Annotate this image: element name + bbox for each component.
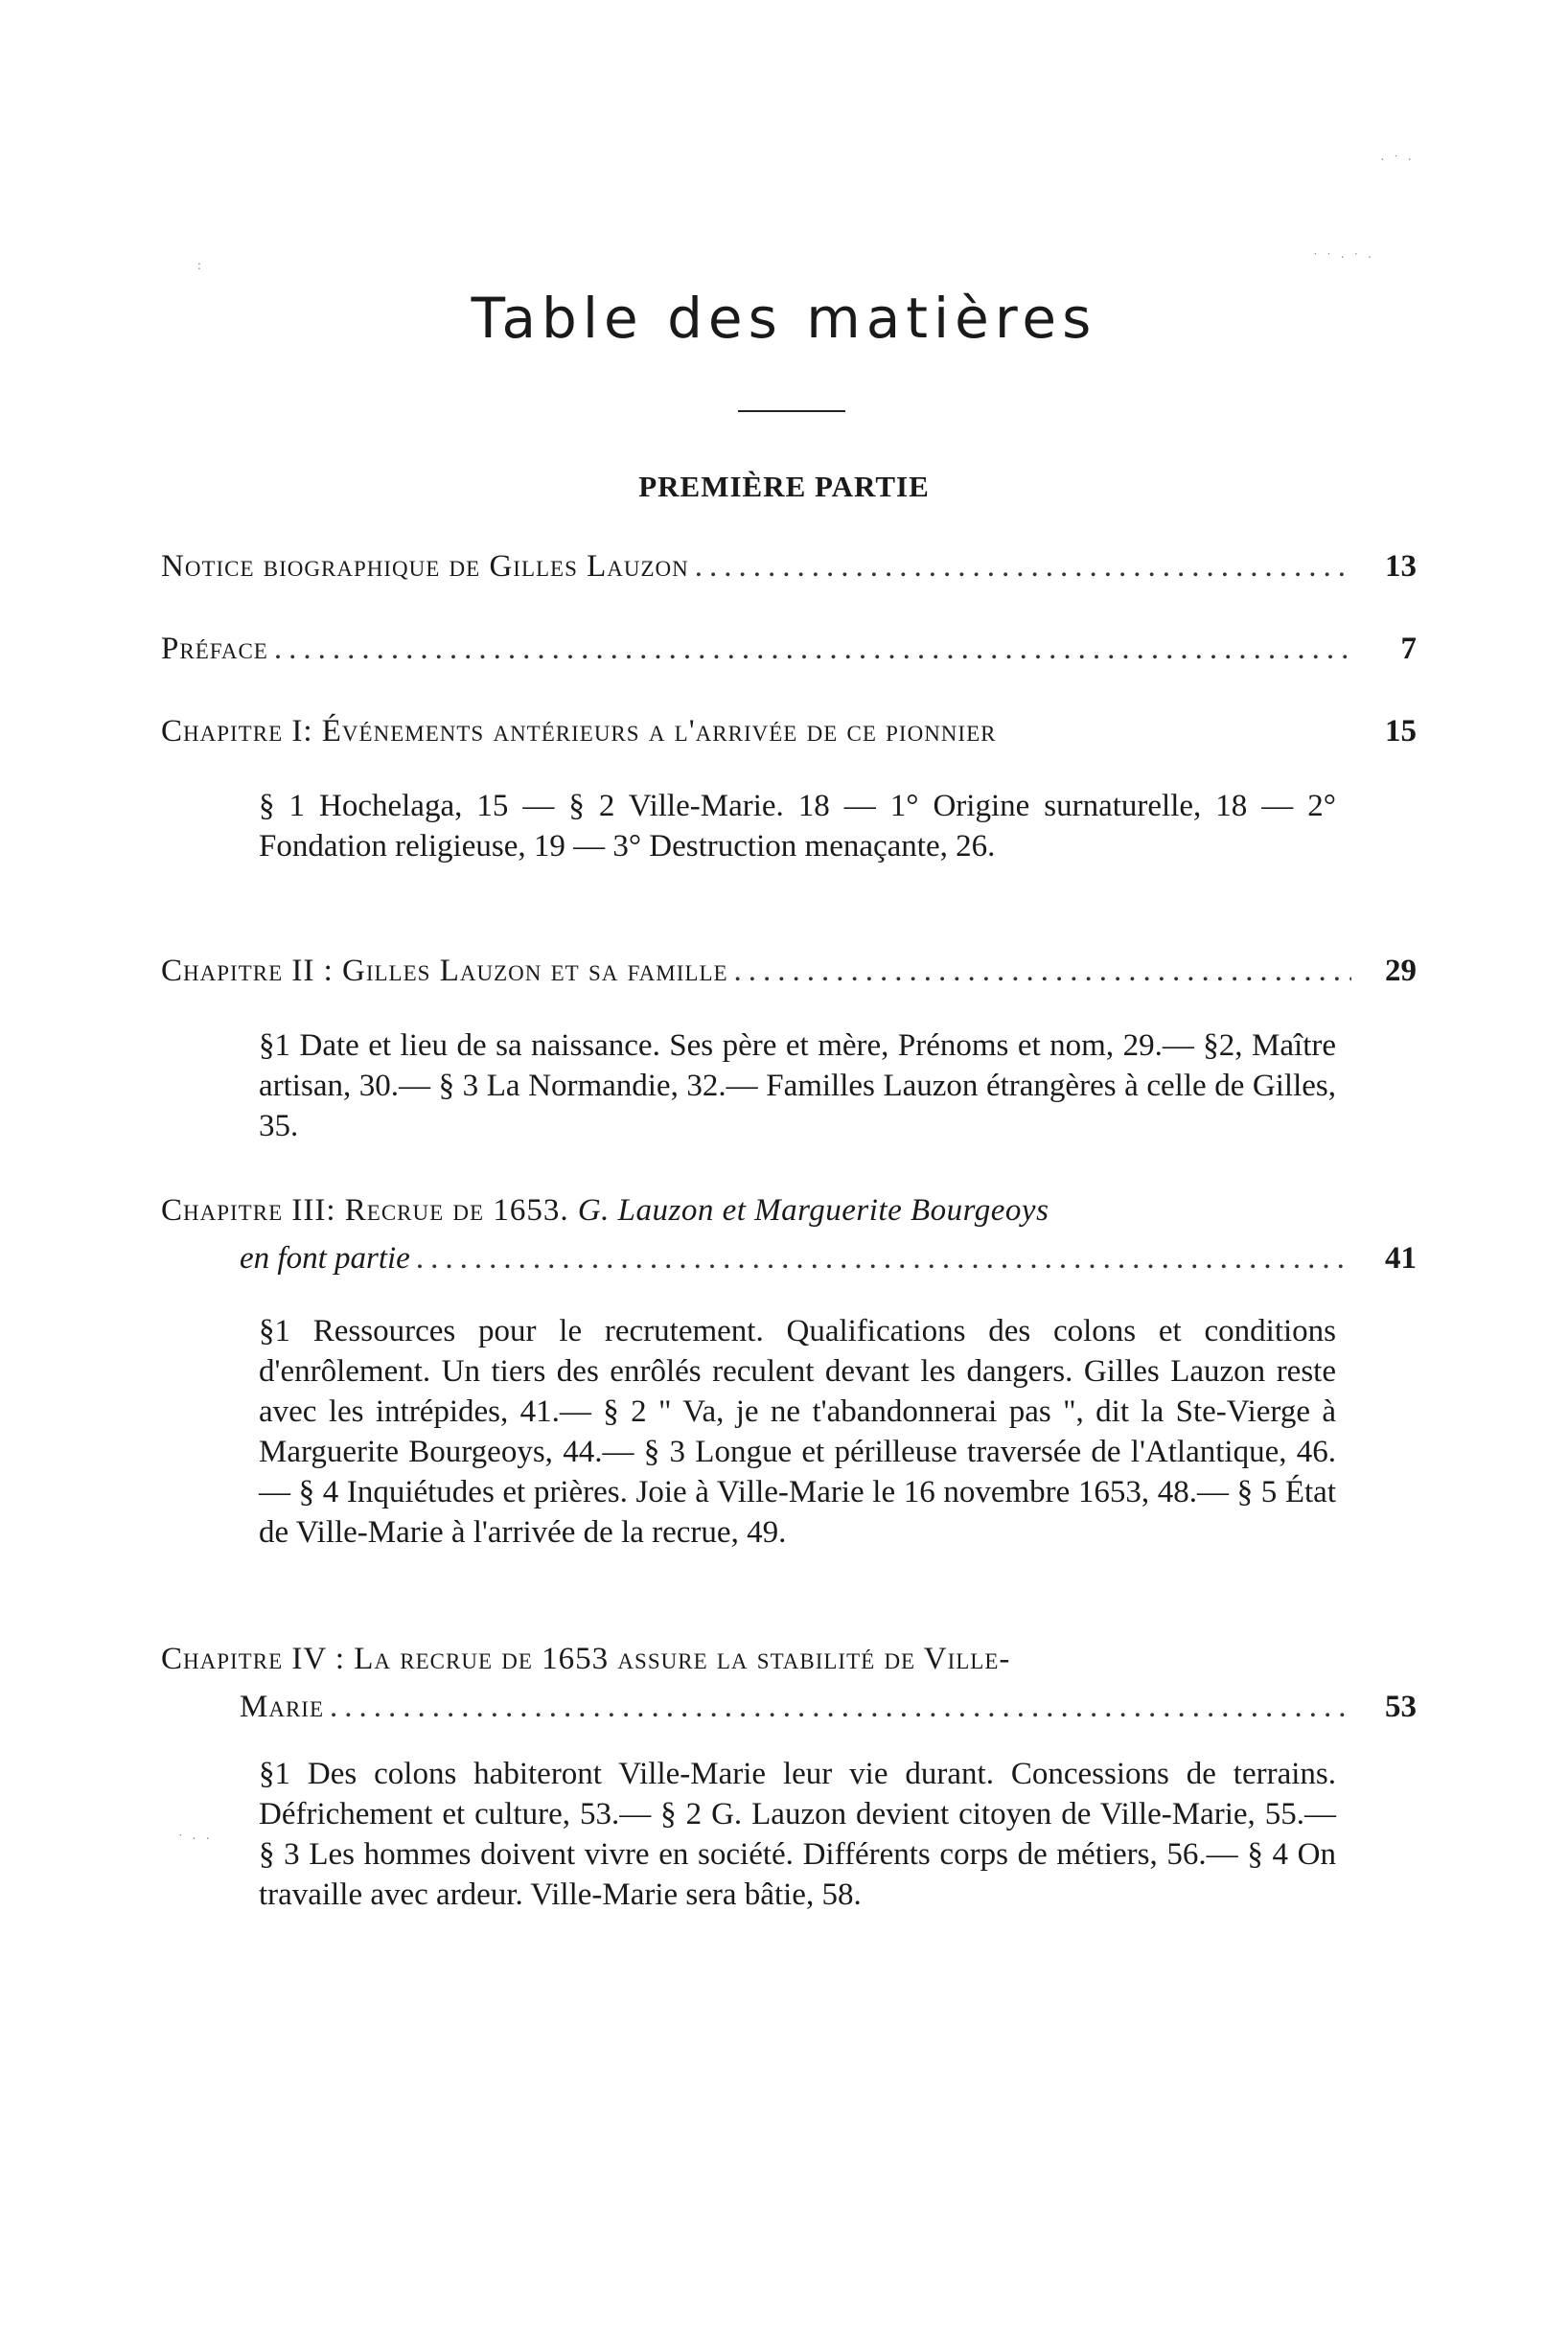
part-heading: PREMIÈRE PARTIE [638, 470, 930, 503]
scan-speck: : [197, 259, 204, 273]
scan-speck: · ˙ · [1380, 153, 1415, 168]
toc-page-number: 13 [1385, 549, 1417, 584]
toc-page-number: 15 [1385, 714, 1417, 748]
toc-entry-chapter-2[interactable] [161, 947, 1417, 995]
toc-entry-chapter-1[interactable] [161, 707, 1417, 755]
toc-entry-label-italic: G. Lauzon et Marguerite Bourgeoys [577, 1193, 1049, 1228]
toc-entry-notice[interactable] [161, 542, 1417, 590]
leader-dots [330, 1683, 1351, 1731]
toc-entry-label: Préface [161, 632, 268, 666]
chapter-2-summary: §1 Date et lieu de sa naissance. Ses père et mère, Prénoms et nom, 29.— §2, Maître artisan, 30.— § 3 La Normandie, 32.— Familles Lauzon étrangères à celle de Gilles, 35. [259, 1028, 1336, 1143]
toc-page-number: 41 [1385, 1241, 1417, 1276]
toc-entry-chapter-3[interactable] [161, 1186, 1417, 1282]
toc-entry-label: Chapitre II : Gilles Lauzon et sa famille [161, 954, 728, 988]
toc-entry-label-cont: en font partie [240, 1241, 410, 1276]
toc-entry-label [161, 1186, 1049, 1234]
scan-speck: ˙ ˙ · ˙ · [1313, 251, 1375, 265]
title-divider [738, 410, 845, 412]
chapter-3-summary: §1 Ressources pour le recrutement. Qualifications des colons et conditions d'enrôlement. Un tiers des enrôlés reculent devant les dangers. Gilles Lauzon reste avec les intrépides, 41.— § 2 " Va, je ne t'abandonnerai pas ", dit la Ste-Vierge à Marguerite Bourgeoys, 44.— § 3 Longue et périlleuse traversée de l'Atlantique, 46.— § 4 Inquiétudes et prières. Joie à Ville-Marie le 16 novembre 1653, 48.— § 5 État de Ville-Marie à l'arrivée de la recrue, 49. [259, 1314, 1336, 1550]
toc-entry-label: Notice biographique de Gilles Lauzon [161, 549, 689, 584]
leader-dots [416, 1234, 1351, 1282]
toc-entry-preface[interactable] [161, 625, 1417, 673]
leader-dots [695, 542, 1351, 590]
toc-entry-label: Chapitre IV : La recrue de 1653 assure la stabilité de Ville- [161, 1642, 1011, 1676]
toc-entry-label: Chapitre I: Événements antérieurs a l'arrivée de ce pionnier [161, 714, 997, 748]
leader-dots [274, 625, 1351, 673]
toc-page-number: 29 [1385, 954, 1417, 988]
leader-dots [734, 947, 1351, 995]
page-title: Table des matières [471, 286, 1097, 351]
toc-entry-chapter-4[interactable] [161, 1635, 1417, 1731]
scan-speck: ˙ · · [178, 1832, 213, 1847]
toc-entry-label-main: Chapitre III: Recrue de 1653. [161, 1193, 569, 1228]
chapter-1-summary: § 1 Hochelaga, 15 — § 2 Ville-Marie. 18 — 1° Origine surnaturelle, 18 — 2° Fondation religieuse, 19 — 3° Destruction menaçante, 26. [259, 789, 1336, 864]
toc-page-number: 7 [1400, 632, 1417, 666]
toc-entry-label-cont: Marie [240, 1690, 325, 1724]
toc-page-number: 53 [1385, 1690, 1417, 1724]
chapter-4-summary: §1 Des colons habiteront Ville-Marie leur vie durant. Concessions de terrains. Défrichement et culture, 53.— § 2 G. Lauzon devient citoyen de Ville-Marie, 55.— § 3 Les hommes doivent vivre en société. Différents corps de métiers, 56.— § 4 On travaille avec ardeur. Ville-Marie sera bâtie, 58. [259, 1757, 1336, 1912]
